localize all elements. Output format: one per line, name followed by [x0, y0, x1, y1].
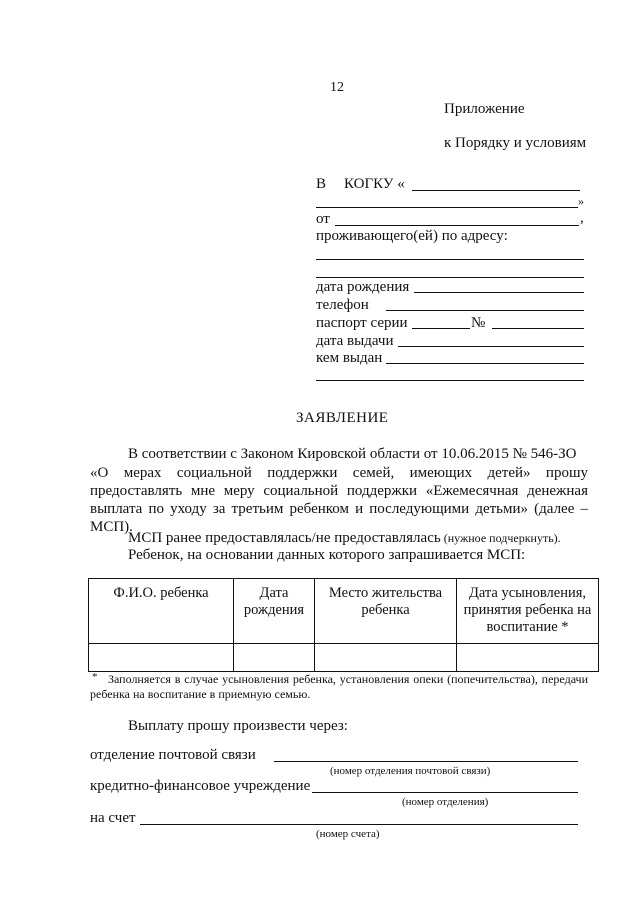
org-name-field-2[interactable]: [316, 207, 578, 208]
phone-field[interactable]: [386, 310, 584, 311]
bank-hint: (номер отделения): [402, 796, 489, 808]
payment-intro: Выплату прошу произвести через:: [128, 718, 348, 734]
from-label: от: [316, 211, 330, 227]
passport-number-field[interactable]: [492, 328, 584, 329]
account-label: на счет: [90, 810, 136, 826]
issued-by-field[interactable]: [386, 363, 584, 364]
issued-by-label: кем выдан: [316, 350, 383, 366]
issue-date-label: дата выдачи: [316, 333, 394, 349]
post-office-hint: (номер отделения почтовой связи): [330, 765, 491, 777]
child-table: [88, 578, 599, 672]
applicant-name-field[interactable]: [335, 225, 579, 226]
birth-date-field[interactable]: [414, 292, 584, 293]
table-cell[interactable]: [89, 644, 234, 672]
residing-label: проживающего(ей) по адресу:: [316, 228, 508, 244]
table-cell[interactable]: [457, 644, 599, 672]
passport-series-label: паспорт серии: [316, 315, 408, 331]
address-field-1[interactable]: [316, 259, 584, 260]
table-cell[interactable]: [315, 644, 457, 672]
body-paragraph-first-line: В соответствии с Законом Кировской области от 10.06.2015 № 546-ЗО: [128, 446, 577, 462]
table-header-cell: Дата усыновления, принятия ребенка на воспитание *: [457, 579, 599, 644]
table-header-cell: Ф.И.О. ребенка: [89, 579, 234, 644]
issued-by-field-2[interactable]: [316, 380, 584, 381]
document-title: ЗАЯВЛЕНИЕ: [296, 410, 389, 426]
number-sign: №: [471, 315, 486, 331]
to-label: В: [316, 176, 327, 192]
table-header-cell: Место жительства ребенка: [315, 579, 457, 644]
msp-previous-text: МСП ранее предоставлялась/не предоставлялась: [128, 530, 441, 546]
post-office-field[interactable]: [274, 761, 578, 762]
org-label: КОГКУ «: [344, 176, 405, 192]
comma: ,: [580, 210, 584, 226]
birth-date-label: дата рождения: [316, 279, 410, 295]
msp-previous-line: [128, 529, 561, 547]
table-row: [89, 644, 599, 672]
account-hint: (номер счета): [316, 828, 380, 840]
footnote-text: Заполняется в случае усыновления ребенка, установления опеки (попечительства), передачи ребенка на воспитание в приемную семью.: [90, 672, 588, 701]
address-field-2[interactable]: [316, 277, 584, 278]
body-paragraph: «О мерах социальной поддержки семей, имеющих детей» прошу предоставлять мне меру социальной поддержки «Ежемесячная денежная выплата по уходу за третьим ребенком и последующими детьми» (далее – МСП).: [90, 465, 588, 535]
table-cell[interactable]: [234, 644, 315, 672]
org-name-field[interactable]: [412, 190, 580, 191]
footnote-star: *: [92, 671, 98, 683]
child-basis-text: Ребенок, на основании данных которого запрашивается МСП:: [128, 547, 526, 563]
appendix-subtitle: к Порядку и условиям: [444, 135, 587, 151]
bank-field[interactable]: [312, 792, 578, 793]
post-office-label: отделение почтовой связи: [90, 747, 256, 763]
table-header-cell: Дата рождения: [234, 579, 315, 644]
passport-series-field[interactable]: [412, 328, 470, 329]
quote-close: »: [578, 194, 584, 208]
phone-label: телефон: [316, 297, 369, 313]
appendix-label: Приложение: [444, 101, 525, 117]
account-field[interactable]: [140, 824, 578, 825]
issue-date-field[interactable]: [398, 346, 584, 347]
bank-label: кредитно-финансовое учреждение: [90, 778, 311, 794]
page-number: 12: [330, 80, 344, 95]
msp-previous-note: (нужное подчеркнуть).: [440, 531, 561, 545]
table-header-row: [89, 579, 599, 644]
